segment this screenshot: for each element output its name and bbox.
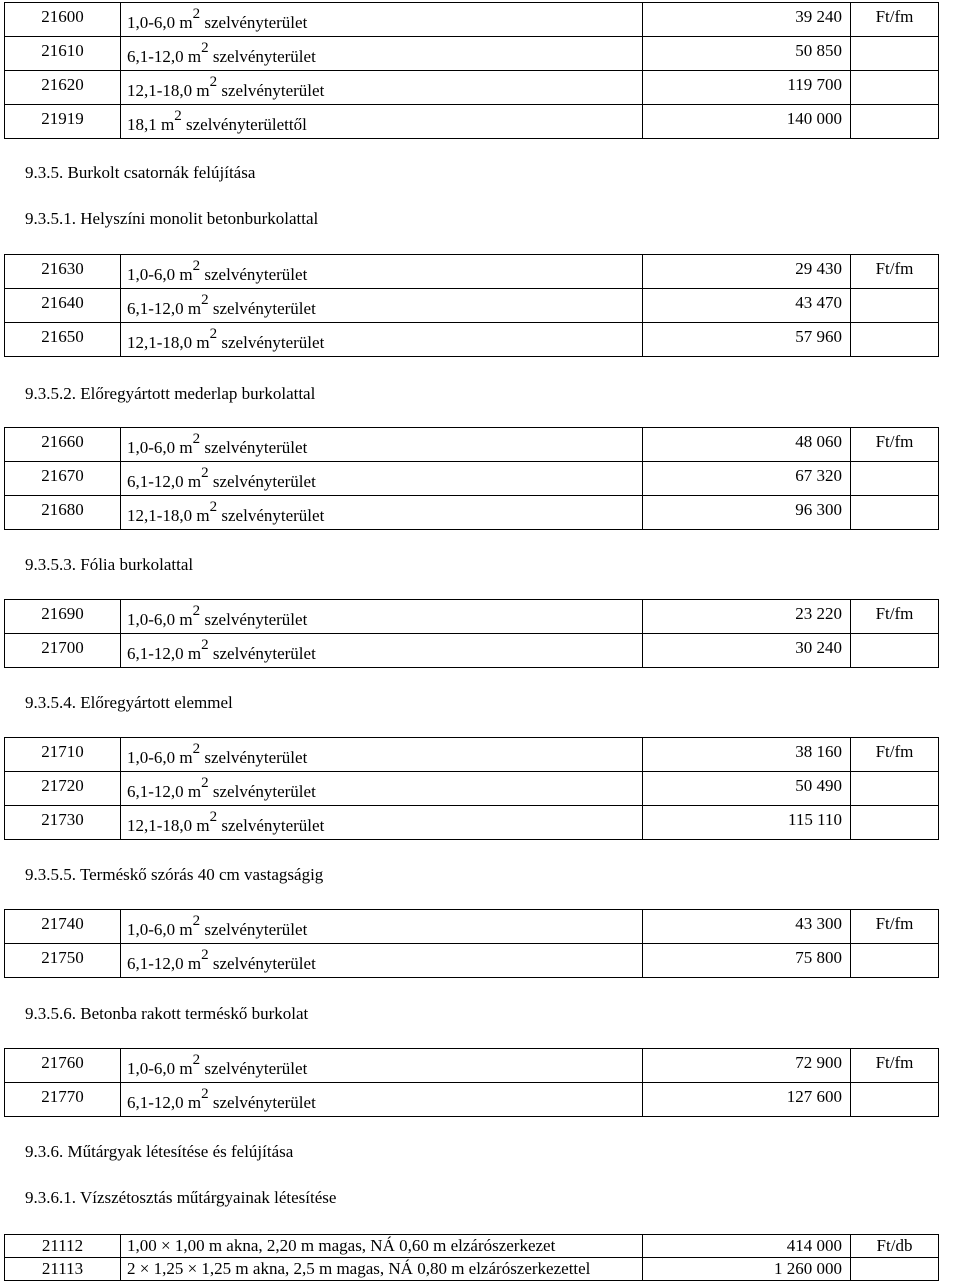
- item-unit: [851, 462, 939, 496]
- item-unit: Ft/db: [851, 1235, 939, 1258]
- item-unit: Ft/fm: [851, 255, 939, 289]
- item-unit: [851, 1083, 939, 1117]
- item-price: 127 600: [643, 1083, 851, 1117]
- table-row: [5, 634, 939, 668]
- item-code: 21610: [5, 37, 121, 71]
- item-unit: [851, 496, 939, 530]
- item-code: 21112: [5, 1235, 121, 1258]
- item-code: 21720: [5, 772, 121, 806]
- item-description: 6,1-12,0 $m^2$ szelvényterület: [121, 37, 643, 71]
- item-code: 21630: [5, 255, 121, 289]
- item-description: 6,1-12,0 $m^2$ szelvényterület: [121, 289, 643, 323]
- item-price: 75 800: [643, 944, 851, 978]
- subsection-heading: 9.3.5.6. Betonba rakott terméskő burkolat: [25, 1004, 309, 1023]
- section-heading: 9.3.5. Burkolt csatornák felújítása: [25, 163, 256, 182]
- table-row: [5, 462, 939, 496]
- item-description: 1,0-6,0 $m^2$ szelvényterület: [121, 600, 643, 634]
- price-table: [4, 599, 939, 668]
- item-unit: [851, 289, 939, 323]
- item-unit: [851, 772, 939, 806]
- item-unit: Ft/fm: [851, 600, 939, 634]
- item-price: 119 700: [643, 71, 851, 105]
- item-price: 39 240: [643, 3, 851, 37]
- table-row: [5, 105, 939, 139]
- item-price: 29 430: [643, 255, 851, 289]
- item-unit: [851, 944, 939, 978]
- item-description: 6,1-12,0 $m^2$ szelvényterület: [121, 944, 643, 978]
- item-price: 115 110: [643, 806, 851, 840]
- item-code: 21700: [5, 634, 121, 668]
- item-code: 21750: [5, 944, 121, 978]
- item-code: 21770: [5, 1083, 121, 1117]
- item-code: 21740: [5, 910, 121, 944]
- item-description: 2 × 1,25 × 1,25 m akna, 2,5 m magas, NÁ 0,80 m elzárószerkezettel: [121, 1258, 643, 1281]
- item-description: 18,1 $m^2$ szelvényterülettől: [121, 105, 643, 139]
- item-price: 67 320: [643, 462, 851, 496]
- table-row: [5, 806, 939, 840]
- item-code: 21113: [5, 1258, 121, 1281]
- item-price: 140 000: [643, 105, 851, 139]
- table-row: [5, 944, 939, 978]
- item-price: 96 300: [643, 496, 851, 530]
- table-row: [5, 600, 939, 634]
- item-code: 21760: [5, 1049, 121, 1083]
- subsection-heading: 9.3.6.1. Vízszétosztás műtárgyainak létesítése: [25, 1188, 337, 1207]
- table-row: [5, 289, 939, 323]
- subsection-heading: 9.3.5.3. Fólia burkolattal: [25, 555, 194, 574]
- item-price: 414 000: [643, 1235, 851, 1258]
- item-description: 6,1-12,0 $m^2$ szelvényterület: [121, 462, 643, 496]
- item-unit: [851, 634, 939, 668]
- item-description: 12,1-18,0 $m^2$ szelvényterület: [121, 806, 643, 840]
- item-description: 1,0-6,0 $m^2$ szelvényterület: [121, 428, 643, 462]
- price-table: [4, 1234, 939, 1281]
- item-code: 21620: [5, 71, 121, 105]
- item-description: 1,0-6,0 $m^2$ szelvényterület: [121, 1049, 643, 1083]
- item-price: 50 490: [643, 772, 851, 806]
- table-row: [5, 255, 939, 289]
- section-heading: 9.3.6. Műtárgyak létesítése és felújítása: [25, 1142, 294, 1161]
- item-price: 23 220: [643, 600, 851, 634]
- item-code: 21660: [5, 428, 121, 462]
- table-row: [5, 738, 939, 772]
- item-code: 21919: [5, 105, 121, 139]
- item-unit: Ft/fm: [851, 1049, 939, 1083]
- table-row: [5, 1083, 939, 1117]
- table-row: [5, 3, 939, 37]
- price-table: [4, 254, 939, 357]
- item-code: 21650: [5, 323, 121, 357]
- item-unit: Ft/fm: [851, 910, 939, 944]
- item-description: 1,0-6,0 $m^2$ szelvényterület: [121, 3, 643, 37]
- item-unit: [851, 37, 939, 71]
- item-price: 38 160: [643, 738, 851, 772]
- price-table: [4, 2, 939, 139]
- price-table: [4, 909, 939, 978]
- item-price: 43 300: [643, 910, 851, 944]
- table-row: [5, 1258, 939, 1281]
- item-code: 21710: [5, 738, 121, 772]
- item-price: 72 900: [643, 1049, 851, 1083]
- subsection-heading: 9.3.5.4. Előregyártott elemmel: [25, 693, 233, 712]
- price-table: [4, 427, 939, 530]
- item-description: 6,1-12,0 $m^2$ szelvényterület: [121, 772, 643, 806]
- item-unit: Ft/fm: [851, 428, 939, 462]
- item-description: 1,0-6,0 $m^2$ szelvényterület: [121, 255, 643, 289]
- table-row: [5, 1049, 939, 1083]
- item-description: 6,1-12,0 $m^2$ szelvényterület: [121, 634, 643, 668]
- item-unit: Ft/fm: [851, 3, 939, 37]
- table-row: [5, 772, 939, 806]
- item-unit: [851, 105, 939, 139]
- item-unit: Ft/fm: [851, 738, 939, 772]
- table-row: [5, 910, 939, 944]
- item-price: 57 960: [643, 323, 851, 357]
- item-description: 12,1-18,0 $m^2$ szelvényterület: [121, 71, 643, 105]
- subsection-heading: 9.3.5.1. Helyszíni monolit betonburkolattal: [25, 209, 319, 228]
- item-price: 50 850: [643, 37, 851, 71]
- item-price: 30 240: [643, 634, 851, 668]
- item-description: 1,0-6,0 $m^2$ szelvényterület: [121, 910, 643, 944]
- subsection-heading: 9.3.5.5. Terméskő szórás 40 cm vastagságig: [25, 865, 324, 884]
- item-price: 1 260 000: [643, 1258, 851, 1281]
- item-unit: [851, 71, 939, 105]
- item-description: 1,0-6,0 $m^2$ szelvényterület: [121, 738, 643, 772]
- item-code: 21640: [5, 289, 121, 323]
- table-row: [5, 496, 939, 530]
- item-unit: [851, 1258, 939, 1281]
- table-row: [5, 71, 939, 105]
- table-row: [5, 37, 939, 71]
- item-code: 21730: [5, 806, 121, 840]
- item-code: 21680: [5, 496, 121, 530]
- item-code: 21690: [5, 600, 121, 634]
- item-description: 12,1-18,0 $m^2$ szelvényterület: [121, 496, 643, 530]
- item-code: 21670: [5, 462, 121, 496]
- table-row: [5, 323, 939, 357]
- item-price: 43 470: [643, 289, 851, 323]
- table-row: [5, 1235, 939, 1258]
- item-price: 48 060: [643, 428, 851, 462]
- item-unit: [851, 806, 939, 840]
- item-description: 12,1-18,0 $m^2$ szelvényterület: [121, 323, 643, 357]
- price-table: [4, 1048, 939, 1117]
- item-description: 1,00 × 1,00 m akna, 2,20 m magas, NÁ 0,60 m elzárószerkezet: [121, 1235, 643, 1258]
- item-unit: [851, 323, 939, 357]
- table-row: [5, 428, 939, 462]
- price-table: [4, 737, 939, 840]
- item-code: 21600: [5, 3, 121, 37]
- subsection-heading: 9.3.5.2. Előregyártott mederlap burkolattal: [25, 384, 316, 403]
- item-description: 6,1-12,0 $m^2$ szelvényterület: [121, 1083, 643, 1117]
